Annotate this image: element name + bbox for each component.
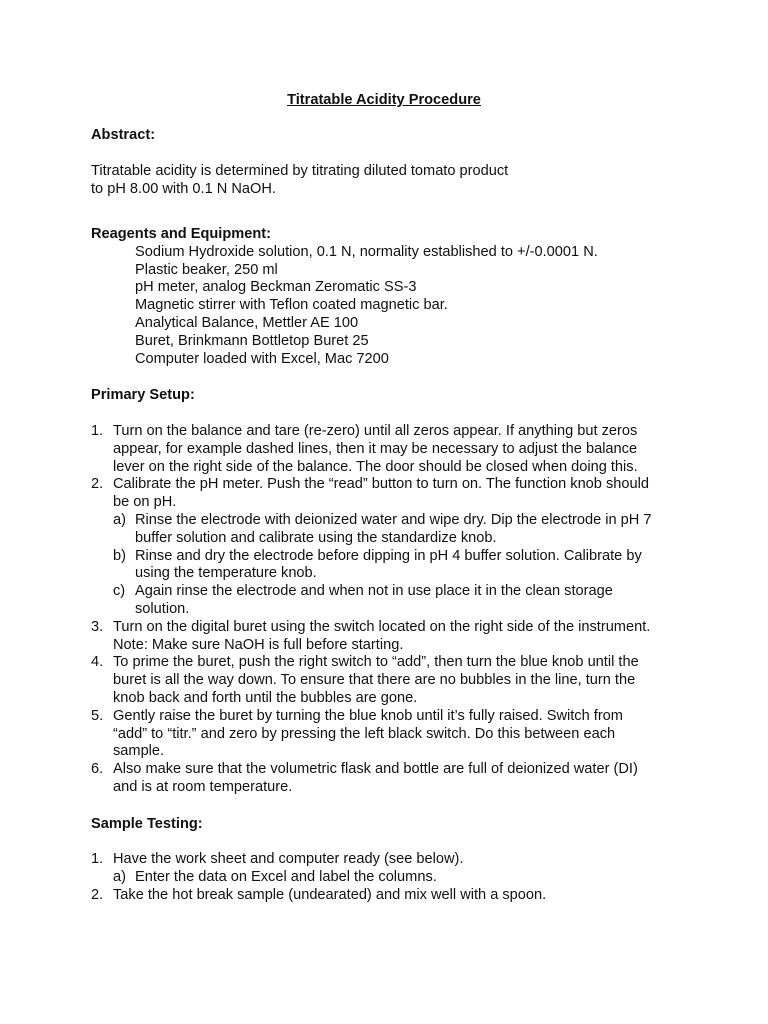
testing-substep: a) Enter the data on Excel and label the columns. (113, 868, 437, 885)
setup-step: 3. Turn on the digital buret using the switch located on the right side of the instrument. Note: Make sure NaOH is full before starting. (91, 618, 651, 653)
step-number: 6. (91, 761, 104, 778)
reagent-item: Buret, Brinkmann Bottletop Buret 25 (135, 332, 369, 349)
primary-setup-section (91, 423, 711, 797)
testing-step: 1. Have the work sheet and computer ready (see below). a) Enter the data on Excel and label the columns. (91, 851, 711, 887)
sample-testing-heading: Sample Testing: (91, 816, 203, 832)
testing-step-1-substeps (113, 869, 711, 887)
abstract-heading: Abstract: (91, 127, 156, 143)
substep-letter: c) (113, 583, 126, 600)
reagents-heading: Reagents and Equipment: (91, 226, 272, 242)
sample-testing-steps (91, 851, 711, 904)
reagents-section (91, 226, 691, 368)
setup-step: 2. Calibrate the pH meter. Push the “read” button to turn on. The function knob should be on pH. a) Rinse the electrode with deionized water and wipe dry. Dip the electrode in pH 7 buffer solution and calibrate using the standardize knob. b) Rinse and dry the electrode before dipping in pH 4 buffer solution. Calibrate by using the temperature knob. c) Again rinse the electrode and when not in use place it in the clean storage solution. (91, 476, 711, 618)
reagent-item: pH meter, analog Beckman Zeromatic SS-3 (135, 279, 417, 296)
setup-step: 1. Turn on the balance and tare (re-zero) until all zeros appear. If anything but zeros appear, for example dashed lines, then it may be necessary to adjust the balance lever on the right side of the balance. The door should be closed when doing this. (91, 423, 638, 475)
step-number: 1. (91, 851, 104, 867)
setup-step: 5. Gently raise the buret by turning the blue knob until it’s fully raised. Switch from “add” to “titr.” and zero by pressing the left black switch. Do this between each sample. (91, 707, 623, 760)
primary-setup-heading: Primary Setup: (91, 387, 195, 403)
reagents-list (91, 244, 691, 369)
sample-testing-section (91, 851, 711, 904)
reagent-item: Analytical Balance, Mettler AE 100 (135, 314, 359, 331)
reagent-item: Computer loaded with Excel, Mac 7200 (135, 350, 389, 367)
primary-setup-steps (91, 423, 711, 797)
reagent-item: Magnetic stirrer with Teflon coated magnetic bar. (135, 297, 448, 314)
step-number: 4. (91, 654, 104, 671)
reagent-item: Sodium Hydroxide solution, 0.1 N, normality established to +/-0.0001 N. (135, 243, 598, 260)
step-number: 2. (91, 476, 104, 493)
substep-letter: a) (113, 868, 126, 885)
setup-step-2-substeps (113, 512, 711, 619)
step-number: 3. (91, 618, 104, 635)
step-number: 5. (91, 707, 104, 724)
abstract-text (91, 163, 691, 199)
setup-substep: c) Again rinse the electrode and when not in use place it in the clean storage solution. (113, 583, 613, 617)
abstract-line: to pH 8.00 with 0.1 N NaOH. (91, 180, 276, 197)
substep-letter: a) (113, 511, 126, 528)
setup-step: 4. To prime the buret, push the right switch to “add”, then turn the blue knob until the buret is all the way down. To ensure that there are no bubbles in the line, turn the knob back and forth until the bubbles are gone. (91, 654, 639, 706)
abstract-line: Titratable acidity is determined by titrating diluted tomato product (91, 163, 509, 179)
setup-step: 6. Also make sure that the volumetric flask and bottle are full of deionized water (DI) and is at room temperature. (91, 761, 638, 795)
substep-letter: b) (113, 547, 126, 564)
document-title: Titratable Acidity Procedure (287, 92, 481, 108)
setup-substep: b) Rinse and dry the electrode before dipping in pH 4 buffer solution. Calibrate by using the temperature knob. (113, 547, 642, 582)
setup-substep: a) Rinse the electrode with deionized water and wipe dry. Dip the electrode in pH 7 buffer solution and calibrate using the standardize knob. (113, 511, 652, 546)
reagent-item: Plastic beaker, 250 ml (135, 261, 278, 278)
step-number: 2. (91, 886, 104, 903)
step-number: 1. (91, 423, 104, 439)
testing-step: 2. Take the hot break sample (undearated) and mix well with a spoon. (91, 886, 547, 903)
